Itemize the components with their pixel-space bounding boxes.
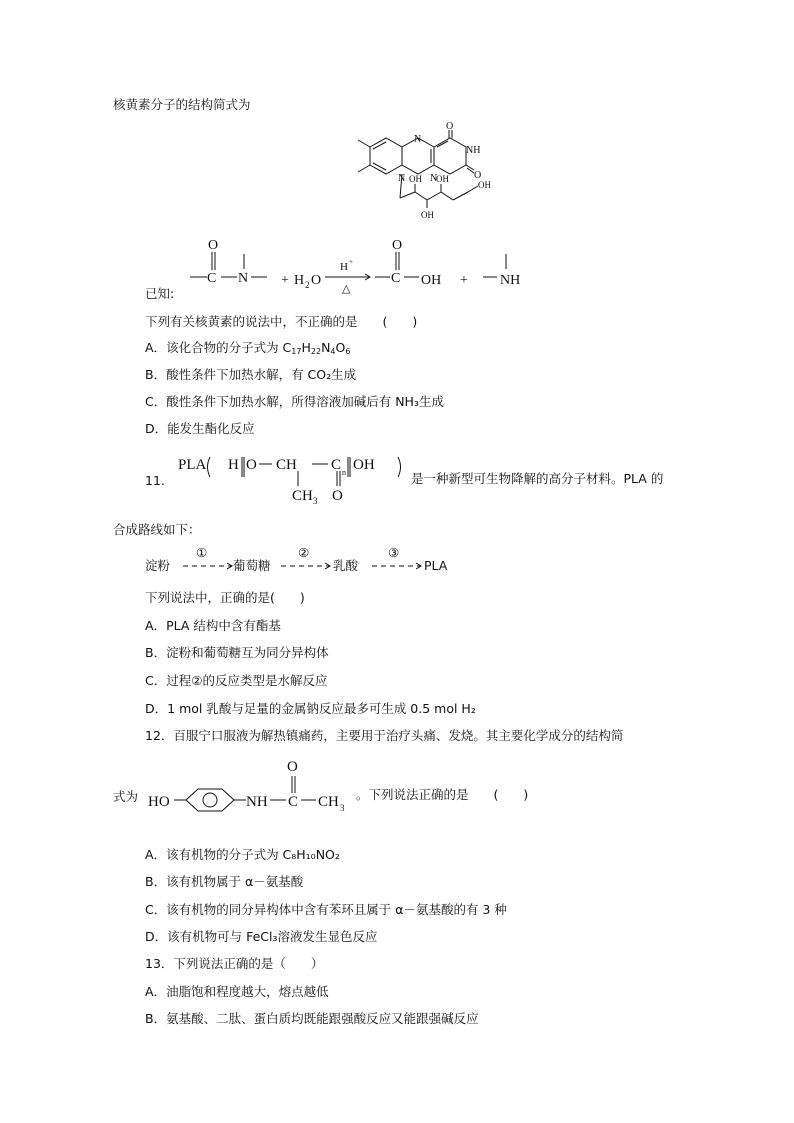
rx-o1: O — [208, 238, 219, 253]
q12-option-b: B．该有机物属于 α－氨基酸 — [145, 874, 304, 889]
q11-option-a: A．PLA 结构中含有酯基 — [145, 618, 281, 633]
ribo-oh-1: OH — [409, 174, 422, 184]
rx-n1: N — [238, 271, 249, 286]
ribo-n-ring: N — [430, 173, 438, 184]
rx-plus1: + — [281, 273, 289, 288]
known-label: 已知: — [145, 286, 175, 301]
riboflavin-structure — [322, 120, 502, 230]
rx-nh: NH — [500, 273, 521, 288]
pla-ch3: CH — [292, 488, 313, 504]
pla-h: H — [228, 457, 239, 473]
ribo-o-right: O — [474, 170, 482, 181]
q10-option-c: C．酸性条件下加热水解，所得溶液加碱后有 NH₃生成 — [145, 394, 444, 409]
rx-plus2: + — [460, 273, 468, 288]
para-ch3-sub: 3 — [340, 803, 345, 813]
pla-o-bottom: O — [332, 488, 343, 504]
paracetamol-structure — [146, 756, 361, 818]
rx-catalyst-sup: + — [349, 258, 353, 266]
ribo-n-top: N — [414, 134, 422, 145]
q13-stem: 13．下列说法正确的是（ ） — [145, 956, 324, 971]
pla-ch3-sub: 3 — [313, 496, 318, 506]
pla-label: PLA — [178, 457, 207, 473]
route-step-1: ① — [196, 545, 208, 560]
ribo-o-top: O — [446, 121, 454, 132]
route-glucose: 葡萄糖 — [233, 558, 271, 573]
pla-ch: CH — [276, 457, 297, 473]
q13-option-b: B．氨基酸、二肽、蛋白质均既能跟强酸反应又能跟强碱反应 — [145, 1011, 479, 1026]
pla-c: C — [331, 457, 342, 473]
para-nh: NH — [246, 794, 268, 810]
pla-oh: OH — [353, 457, 375, 473]
rx-oh: OH — [421, 273, 442, 288]
ribo-oh-4: OH — [478, 180, 491, 190]
q10-option-b: B．酸性条件下加热水解，有 CO₂生成 — [145, 367, 357, 382]
q12-stem-prefix: 式为 — [113, 789, 139, 804]
rx-heat: △ — [342, 283, 351, 294]
q12-stem-line1: 12．百服宁口服液为解热镇痛药，主要用于治疗头痛、发烧。其主要化学成分的结构简 — [145, 728, 624, 743]
q10-option-a: A．该化合物的分子式为 $C_{17}H_{22}N_4O_6$ — [145, 340, 351, 356]
q11-stem-line2: 合成路线如下： — [113, 522, 201, 537]
ribo-oh-2: OH — [436, 174, 449, 184]
q12-option-a: A．该有机物的分子式为 C₈H₁₀NO₂ — [145, 847, 340, 862]
q11-stem-tail: 是一种新型可生物降解的高分子材料。PLA 的 — [411, 471, 664, 486]
q12-stem-suffix: 。下列说法正确的是 ( ) — [356, 787, 529, 802]
rx-catalyst: H — [340, 261, 348, 273]
q11-question: 下列说法中，正确的是( ) — [145, 590, 305, 605]
para-c: C — [288, 794, 299, 810]
q11-option-b: B．淀粉和葡萄糖互为同分异构体 — [145, 645, 329, 660]
route-step-3: ③ — [388, 545, 400, 560]
q12-option-d: D．该有机物可与 FeCl₃溶液发生显色反应 — [145, 929, 378, 944]
pla-o: O — [246, 457, 257, 473]
para-ho: HO — [148, 794, 170, 810]
route-step-2: ② — [298, 545, 310, 560]
rx-h: H — [294, 273, 305, 288]
amide-hydrolysis-reaction — [185, 234, 535, 294]
route-starch: 淀粉 — [145, 558, 171, 573]
pla-structure — [176, 446, 411, 514]
rx-c2: C — [391, 271, 401, 286]
rx-h2o-sub: 2 — [305, 280, 310, 290]
q13-option-a: A．油脂饱和程度越大，熔点越低 — [145, 984, 329, 999]
route-product: PLA — [424, 558, 448, 573]
pla-n: n — [342, 468, 346, 477]
ribo-oh-3: OH — [421, 210, 434, 220]
para-ch3: CH — [318, 794, 339, 810]
ribo-n-bottom: N — [398, 173, 406, 184]
rx-c1: C — [207, 271, 217, 286]
q12-option-c: C．该有机物的同分异构体中含有苯环且属于 α－氨基酸的有 3 种 — [145, 902, 507, 917]
q10-stem: 下列有关核黄素的说法中，不正确的是 ( ) — [145, 314, 418, 329]
q11-number: 11. — [145, 473, 165, 488]
rx-o2: O — [392, 238, 403, 253]
q10-option-d: D．能发生酯化反应 — [145, 421, 255, 436]
route-lactic: 乳酸 — [333, 558, 359, 573]
q11-option-c: C．过程②的反应类型是水解反应 — [145, 673, 328, 688]
para-o-top: O — [287, 759, 298, 775]
q11-option-d: D．1 mol 乳酸与足量的金属钠反应最多可生成 0.5 mol H₂ — [145, 701, 476, 716]
rx-h2o-o: O — [311, 273, 322, 288]
ribo-nh: NH — [466, 145, 481, 156]
intro-text: 核黄素分子的结构简式为 — [113, 97, 251, 112]
